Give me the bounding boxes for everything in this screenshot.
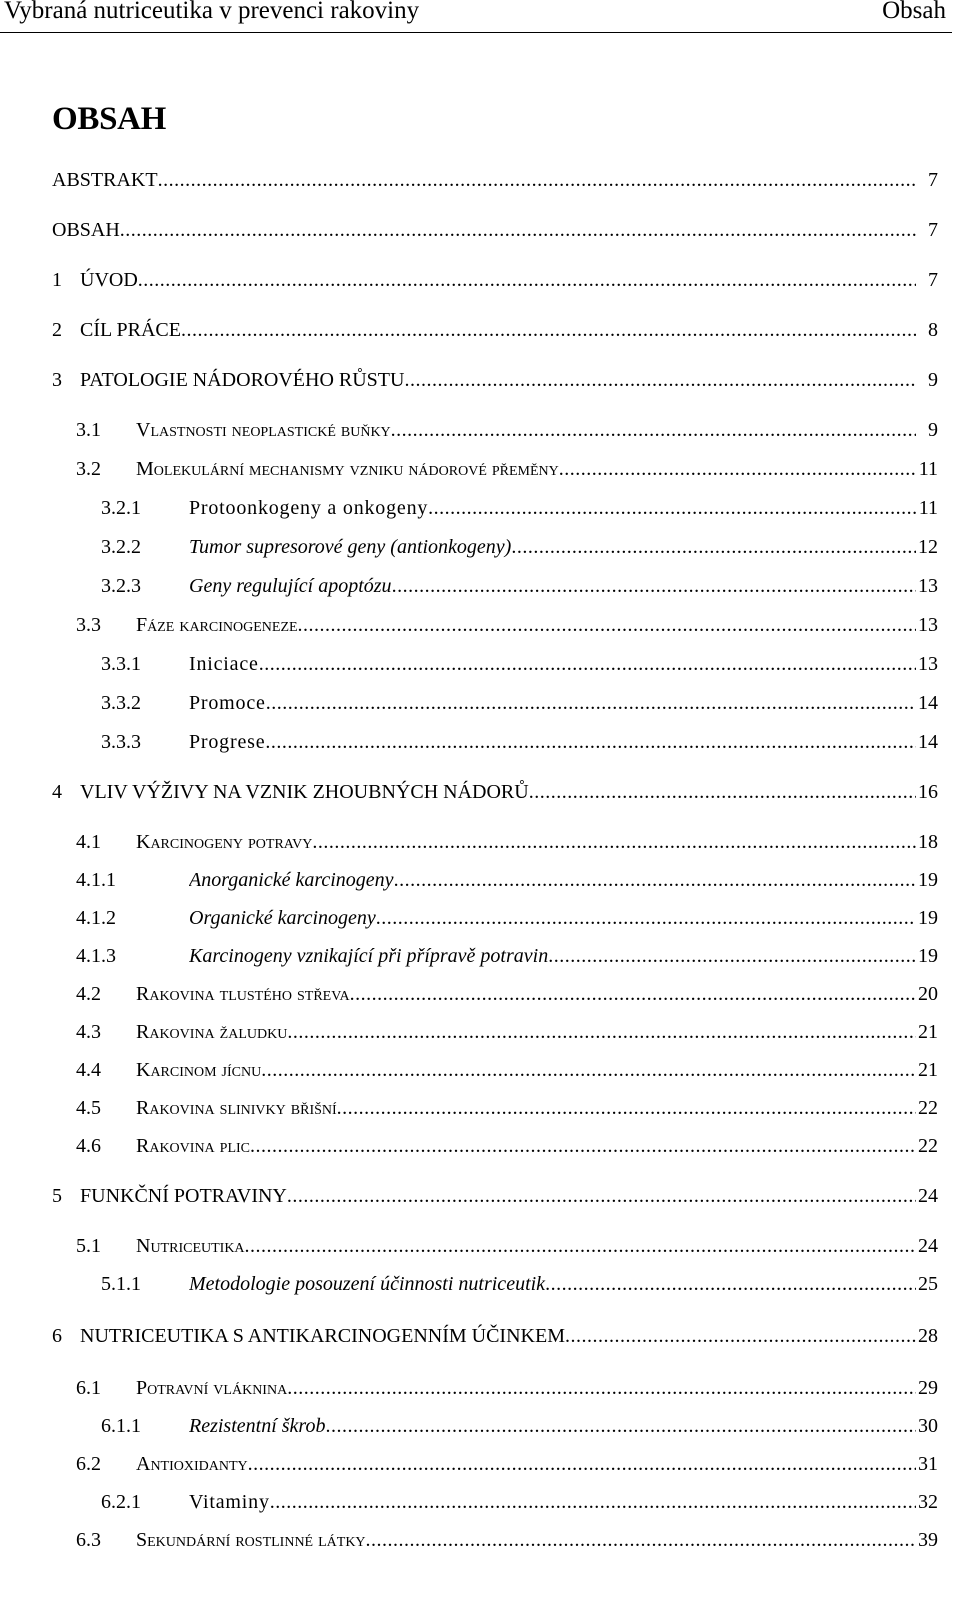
- toc-leader-dots: [287, 1182, 916, 1210]
- toc-entry-number: 3.1: [76, 419, 101, 441]
- toc-leader-dots: [376, 904, 916, 932]
- toc-leader-dots: [337, 1094, 916, 1122]
- toc-entry-title: Rakovina tlustého střeva: [136, 983, 350, 1005]
- toc-entry-title: Anorganické karcinogeny: [189, 869, 394, 891]
- toc-entry-page: 11: [918, 458, 938, 480]
- toc-entry-title: Karcinogeny vznikající při přípravě potravin: [189, 945, 549, 967]
- toc-entry-page: 7: [928, 219, 938, 241]
- toc-entry-number: 4.1: [76, 831, 101, 853]
- toc-entry-page: 32: [918, 1491, 938, 1513]
- toc-leader-dots: [250, 1132, 916, 1160]
- toc-entry-title: Rakovina žaludku: [136, 1021, 288, 1043]
- toc-leader-dots: [287, 1018, 916, 1046]
- toc-entry-page: 30: [918, 1415, 938, 1437]
- toc-entry-number: 6.1.1: [101, 1415, 141, 1437]
- toc-entry-title: PATOLOGIE NÁDOROVÉHO RŮSTU: [80, 369, 405, 391]
- toc-entry-title: Rakovina plic: [136, 1135, 251, 1157]
- running-header: [0, 0, 952, 33]
- toc-entry-number: 3.2: [76, 458, 101, 480]
- toc-entry-4-1-3[interactable]: [0, 942, 960, 970]
- toc-entry-4-1[interactable]: [0, 828, 960, 856]
- toc-entry-page: 9: [928, 419, 938, 441]
- toc-entry-number: 5.1.1: [101, 1273, 141, 1295]
- toc-leader-dots: [259, 650, 916, 678]
- toc-entry-title: Tumor supresorové geny (antionkogeny): [189, 536, 512, 558]
- toc-leader-dots: [529, 778, 916, 806]
- toc-entry-6-1-1[interactable]: [0, 1412, 960, 1440]
- toc-entry-page: 19: [918, 869, 938, 891]
- toc-entry-3-1[interactable]: [0, 416, 960, 444]
- toc-leader-dots: [287, 1374, 916, 1402]
- toc-entry-cil-prace[interactable]: [0, 316, 960, 344]
- toc-leader-dots: [312, 828, 916, 856]
- toc-entry-title: OBSAH: [52, 219, 120, 241]
- toc-entry-title: Promoce: [189, 692, 266, 714]
- toc-leader-dots: [181, 316, 916, 344]
- toc-leader-dots: [565, 1322, 916, 1350]
- page-title: OBSAH: [52, 101, 167, 137]
- toc-entry-number: 4.1.1: [76, 869, 116, 891]
- toc-entry-page: 25: [918, 1273, 938, 1295]
- toc-entry-page: 7: [928, 269, 938, 291]
- toc-leader-dots: [548, 942, 916, 970]
- toc-entry-page: 16: [918, 781, 938, 803]
- toc-leader-dots: [270, 1488, 916, 1516]
- toc-entry-title: Protoonkogeny a onkogeny: [189, 497, 429, 519]
- toc-entry-page: 12: [918, 536, 938, 558]
- toc-leader-dots: [404, 366, 916, 394]
- running-header-title: Vybraná nutriceutika v prevenci rakoviny: [4, 0, 420, 24]
- toc-entry-title: Organické karcinogeny: [189, 907, 376, 929]
- toc-entry-3-2-1[interactable]: [0, 494, 960, 522]
- toc-entry-page: 39: [918, 1529, 938, 1551]
- toc-entry-5-1-1[interactable]: [0, 1270, 960, 1298]
- toc-entry-title: Geny regulující apoptózu: [189, 575, 392, 597]
- toc-entry-number: 6.1: [76, 1377, 101, 1399]
- toc-leader-dots: [391, 416, 916, 444]
- toc-entry-number: 4.1.2: [76, 907, 116, 929]
- toc-entry-title: ABSTRAKT: [52, 169, 158, 191]
- toc-entry-4-4[interactable]: [0, 1056, 960, 1084]
- toc-entry-number: 6: [52, 1325, 62, 1347]
- toc-entry-number: 2: [52, 319, 62, 341]
- toc-entry-3-3-2[interactable]: [0, 689, 960, 717]
- toc-leader-dots: [366, 1526, 916, 1554]
- toc-entry-title: Karcinom jícnu: [136, 1059, 262, 1081]
- toc-leader-dots: [394, 866, 916, 894]
- toc-entry-page: 13: [918, 614, 938, 636]
- toc-entry-5-1[interactable]: [0, 1232, 960, 1260]
- toc-entry-page: 8: [928, 319, 938, 341]
- toc-entry-page: 24: [918, 1185, 938, 1207]
- toc-entry-number: 6.3: [76, 1529, 101, 1551]
- toc-leader-dots: [261, 1056, 916, 1084]
- toc-entry-page: 14: [918, 731, 938, 753]
- toc-entry-page: 19: [918, 945, 938, 967]
- toc-entry-number: 3.3: [76, 614, 101, 636]
- toc-entry-title: Potravní vláknina: [136, 1377, 288, 1399]
- toc-leader-dots: [428, 494, 916, 522]
- toc-entry-3-3-3[interactable]: [0, 728, 960, 756]
- toc-leader-dots: [158, 166, 916, 194]
- toc-entry-page: 22: [918, 1135, 938, 1157]
- toc-entry-number: 3.3.2: [101, 692, 141, 714]
- toc-entry-4-5[interactable]: [0, 1094, 960, 1122]
- toc-entry-number: 3.2.2: [101, 536, 141, 558]
- toc-entry-3-3-1[interactable]: [0, 650, 960, 678]
- toc-entry-title: Molekulární mechanismy vzniku nádorové přeměny: [136, 458, 559, 480]
- toc-entry-4-2[interactable]: [0, 980, 960, 1008]
- toc-entry-page: 19: [918, 907, 938, 929]
- toc-entry-page: 24: [918, 1235, 938, 1257]
- toc-entry-title: Fáze karcinogeneze: [136, 614, 298, 636]
- toc-entry-title: Karcinogeny potravy: [136, 831, 313, 853]
- toc-leader-dots: [392, 572, 916, 600]
- toc-entry-4-1-2[interactable]: [0, 904, 960, 932]
- toc-entry-page: 20: [918, 983, 938, 1005]
- toc-entry-6-2-1[interactable]: [0, 1488, 960, 1516]
- toc-entry-number: 6.2: [76, 1453, 101, 1475]
- toc-entry-title: Rezistentní škrob: [189, 1415, 326, 1437]
- toc-entry-4-6[interactable]: [0, 1132, 960, 1160]
- toc-entry-obsah[interactable]: [0, 216, 960, 244]
- toc-entry-funkcni-potraviny[interactable]: [0, 1182, 960, 1210]
- toc-entry-title: Nutriceutika: [136, 1235, 245, 1257]
- toc-entry-title: FUNKČNÍ POTRAVINY: [80, 1185, 287, 1207]
- toc-entry-number: 3.2.3: [101, 575, 141, 597]
- toc-leader-dots: [559, 455, 916, 483]
- toc-entry-title: NUTRICEUTIKA S ANTIKARCINOGENNÍM ÚČINKEM: [80, 1325, 565, 1347]
- toc-entry-number: 6.2.1: [101, 1491, 141, 1513]
- toc-entry-title: ÚVOD: [80, 269, 138, 291]
- toc-entry-vliv-vyzivy[interactable]: [0, 778, 960, 806]
- toc-entry-title: Antioxidanty: [136, 1453, 248, 1475]
- toc-entry-title: Rakovina slinivky břišní: [136, 1097, 337, 1119]
- toc-entry-3-2-3[interactable]: [0, 572, 960, 600]
- toc-entry-page: 13: [918, 575, 938, 597]
- toc-entry-number: 3.2.1: [101, 497, 141, 519]
- toc-entry-3-3[interactable]: [0, 611, 960, 639]
- toc-entry-number: 4.5: [76, 1097, 101, 1119]
- toc-entry-title: VLIV VÝŽIVY NA VZNIK ZHOUBNÝCH NÁDORŮ: [80, 781, 529, 803]
- toc-leader-dots: [511, 533, 916, 561]
- toc-leader-dots: [245, 1232, 916, 1260]
- toc-entry-page: 13: [918, 653, 938, 675]
- toc-entry-number: 4.1.3: [76, 945, 116, 967]
- toc-entry-page: 11: [918, 497, 938, 519]
- toc-entry-number: 4.3: [76, 1021, 101, 1043]
- running-header-section: Obsah: [882, 0, 946, 24]
- toc-entry-page: 22: [918, 1097, 938, 1119]
- toc-entry-number: 4.6: [76, 1135, 101, 1157]
- toc-leader-dots: [545, 1270, 916, 1298]
- toc-entry-title: Iniciace: [189, 653, 259, 675]
- toc-entry-4-3[interactable]: [0, 1018, 960, 1046]
- toc-entry-abstrakt[interactable]: [0, 166, 960, 194]
- toc-entry-number: 5: [52, 1185, 62, 1207]
- toc-entry-uvod[interactable]: [0, 266, 960, 294]
- toc-entry-number: 4: [52, 781, 62, 803]
- toc-entry-number: 4.4: [76, 1059, 101, 1081]
- toc-leader-dots: [138, 266, 916, 294]
- toc-entry-3-2[interactable]: [0, 455, 960, 483]
- toc-leader-dots: [265, 728, 916, 756]
- toc-entry-6-1[interactable]: [0, 1374, 960, 1402]
- toc-leader-dots: [298, 611, 916, 639]
- toc-entry-page: 7: [928, 169, 938, 191]
- toc-entry-page: 28: [918, 1325, 938, 1347]
- toc-entry-patologie[interactable]: [0, 366, 960, 394]
- toc-leader-dots: [266, 689, 916, 717]
- toc-entry-title: Vlastnosti neoplastické buňky: [136, 419, 391, 441]
- toc-entry-page: 29: [918, 1377, 938, 1399]
- toc-entry-3-2-2[interactable]: [0, 533, 960, 561]
- toc-entry-4-1-1[interactable]: [0, 866, 960, 894]
- toc-entry-number: 5.1: [76, 1235, 101, 1257]
- toc-entry-title: Vitaminy: [189, 1491, 270, 1513]
- toc-entry-page: 21: [918, 1059, 938, 1081]
- toc-entry-page: 14: [918, 692, 938, 714]
- toc-entry-6-3[interactable]: [0, 1526, 960, 1554]
- toc-entry-6-2[interactable]: [0, 1450, 960, 1478]
- toc-entry-title: Metodologie posouzení účinnosti nutriceutik: [189, 1273, 546, 1295]
- toc-entry-number: 4.2: [76, 983, 101, 1005]
- toc-entry-number: 3.3.3: [101, 731, 141, 753]
- toc-entry-title: Progrese: [189, 731, 266, 753]
- toc-leader-dots: [120, 216, 916, 244]
- toc-entry-number: 3: [52, 369, 62, 391]
- toc-entry-page: 18: [918, 831, 938, 853]
- toc-entry-number: 1: [52, 269, 62, 291]
- toc-entry-nutriceutika-antikarcinogenni[interactable]: [0, 1322, 960, 1350]
- toc-entry-title: CÍL PRÁCE: [80, 319, 181, 341]
- toc-leader-dots: [325, 1412, 916, 1440]
- toc-entry-page: 9: [928, 369, 938, 391]
- toc-entry-page: 31: [918, 1453, 938, 1475]
- toc-entry-number: 3.3.1: [101, 653, 141, 675]
- toc-leader-dots: [350, 980, 916, 1008]
- toc-leader-dots: [248, 1450, 916, 1478]
- toc-entry-title: Sekundární rostlinné látky: [136, 1529, 366, 1551]
- toc-entry-page: 21: [918, 1021, 938, 1043]
